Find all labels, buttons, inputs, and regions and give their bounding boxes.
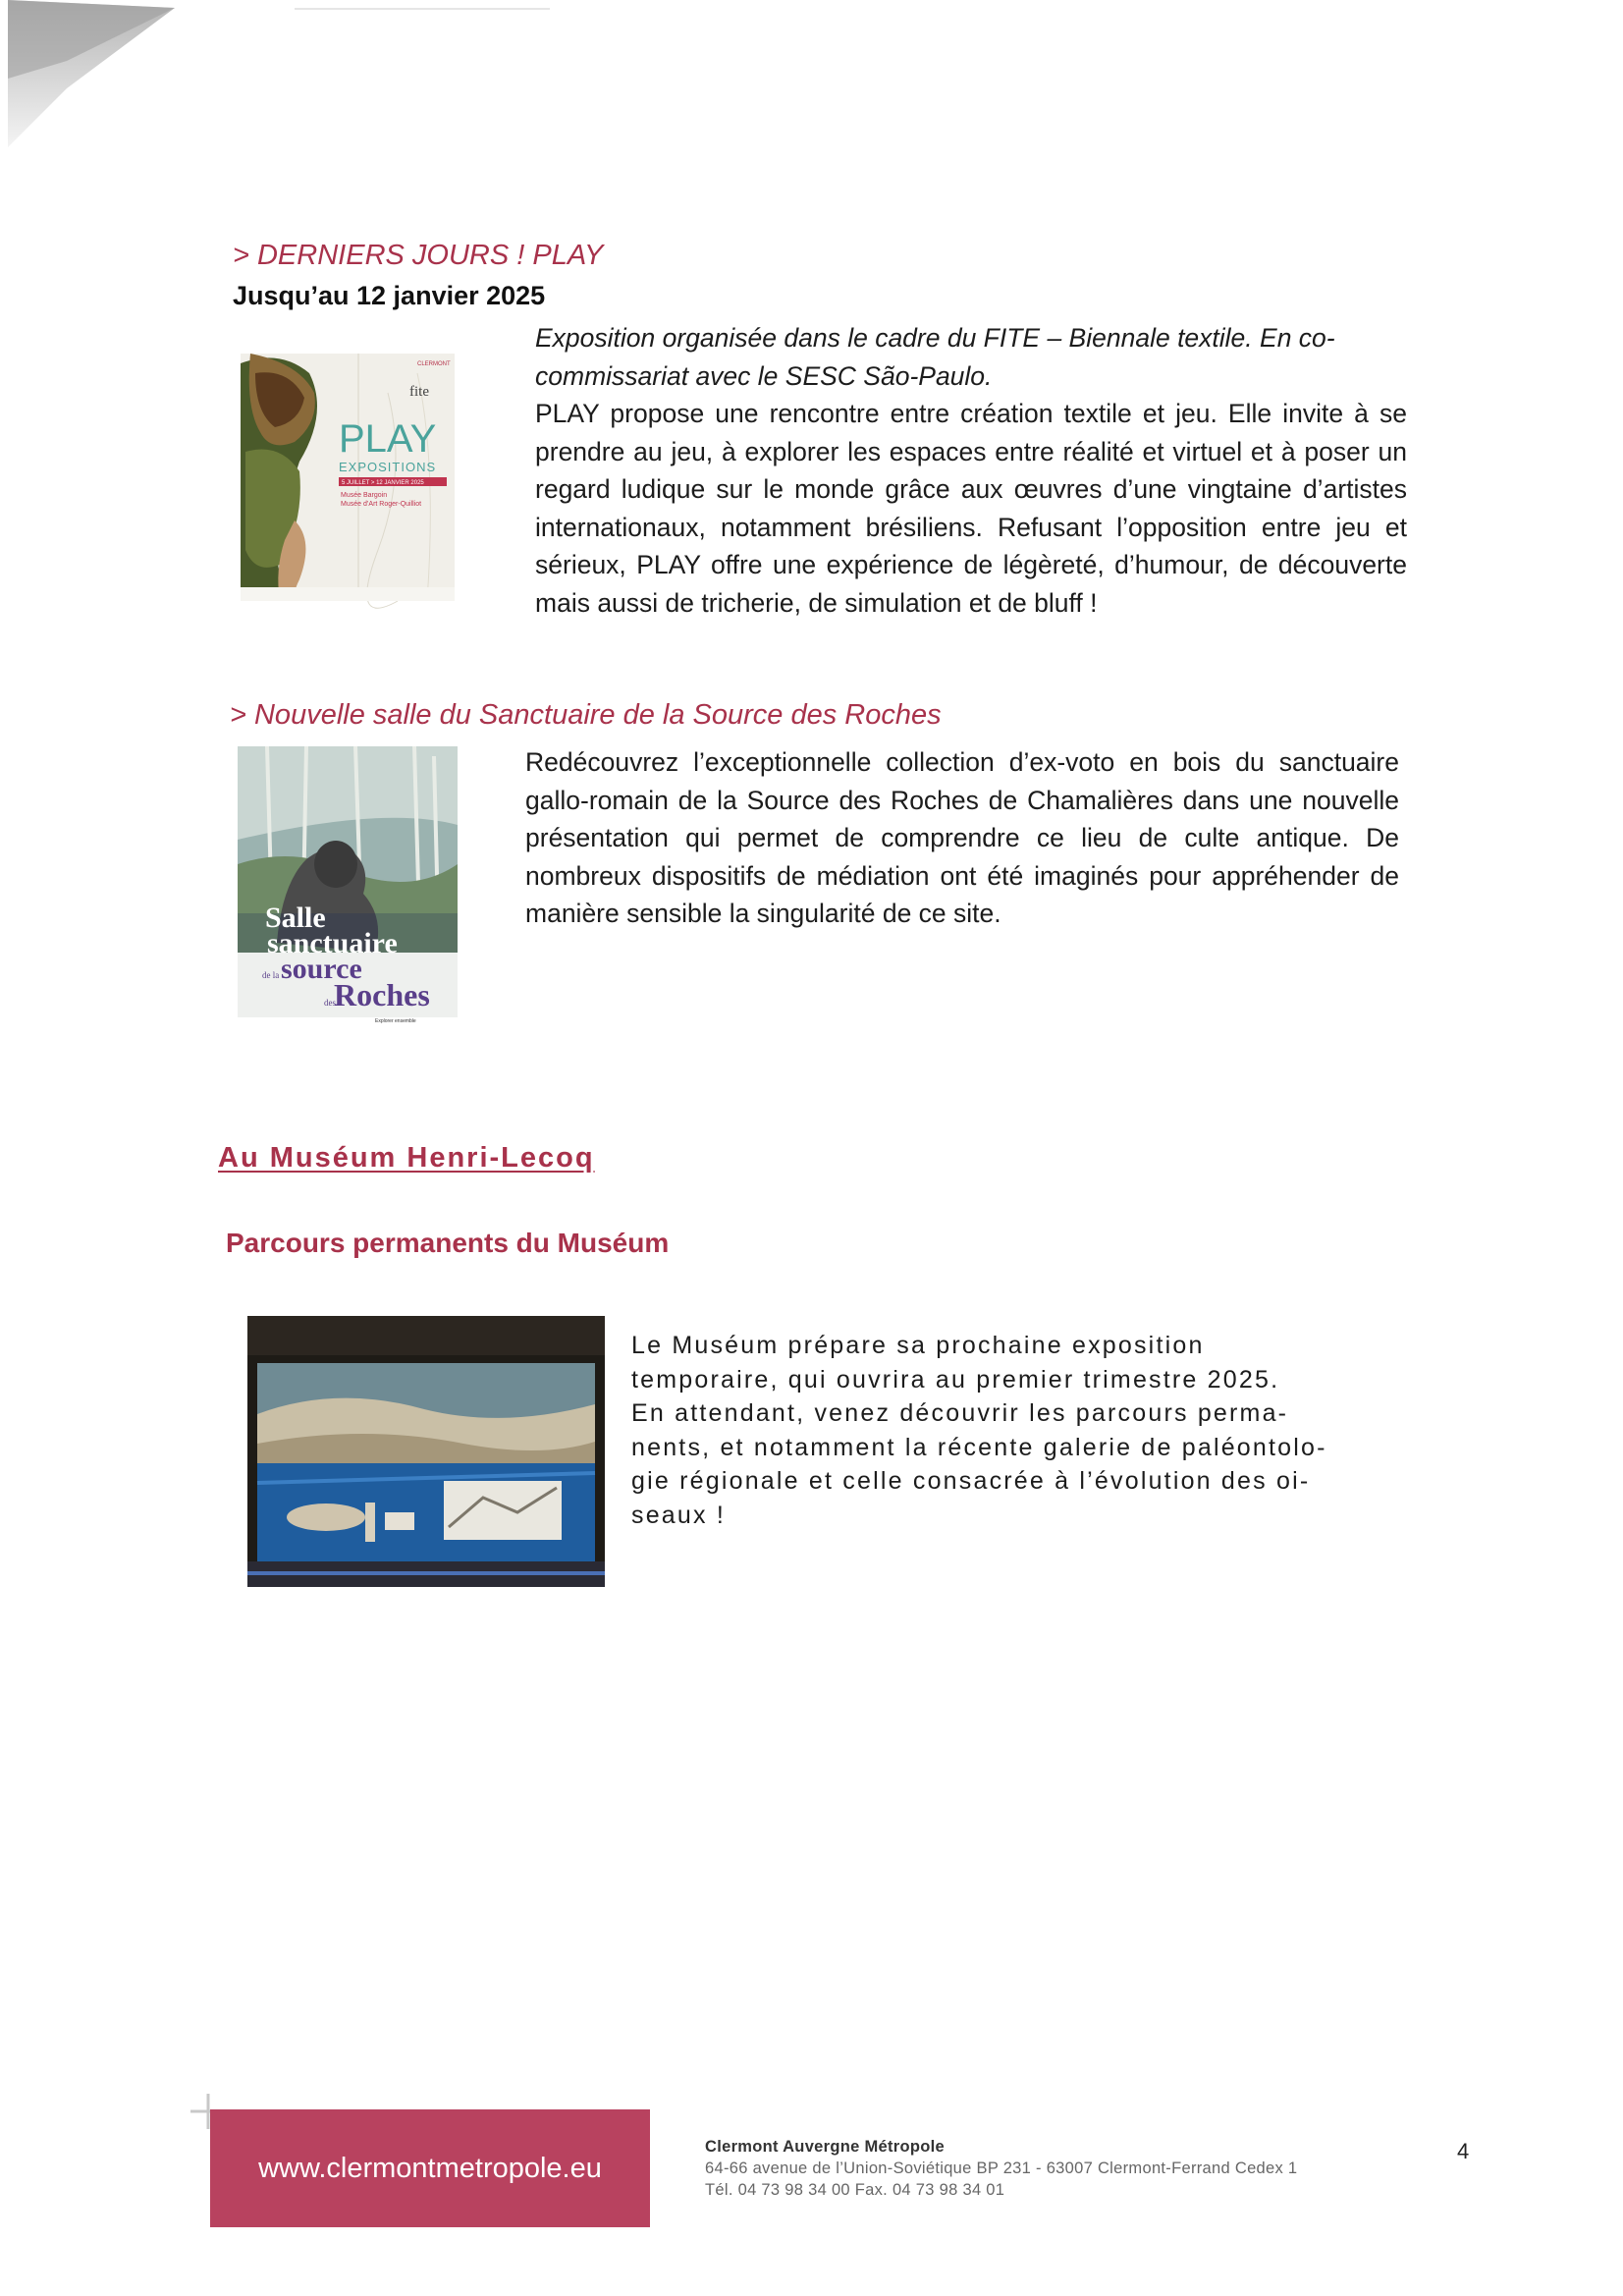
play-body: PLAY propose une rencontre entre création textile et jeu. Elle invite à se prendre au jeu, à explorer les espaces entre réalité et virtuel et à poser un regard ludique sur le monde grâce aux œuvres d’une vingtaine d’artistes internationaux, notamment brésiliens. Refusant l’opposition entre jeu et sérieux, PLAY offre une expérience de légèreté, d’humour, de découverte mais aussi de tricherie, de simulation et de bluff !	[535, 399, 1407, 618]
page-number: 4	[1457, 2139, 1470, 2163]
play-intro	[535, 319, 1409, 395]
play-poster-dates: 5 JUILLET > 12 JANVIER 2025	[342, 480, 424, 486]
museum-line-2: temporaire, qui ouvrira au premier trimestre 2025.	[631, 1365, 1280, 1394]
play-poster-fite: fite	[409, 384, 429, 400]
footer-address-block	[705, 2136, 1297, 2201]
museum-line-1: Le Muséum prépare sa prochaine exposition	[631, 1332, 1205, 1359]
museum-section-title: Au Muséum Henri-Lecoq	[218, 1142, 595, 1174]
sanctuaire-poster-footer: Explorer ensemble	[375, 1018, 416, 1024]
sanctuaire-body: Redécouvrez l’exceptionnelle collection d’ex-voto en bois du sanctuaire gallo-romain de la Source des Roches de Chamalières dans une nouvelle présentation qui permet de comprendre ce lieu de culte antique. De nombreux dispositifs de médiation ont été imaginés pour appréhender de manière sensible la singularité de ce site.	[525, 747, 1399, 928]
sanctuaire-poster-word2: sanctuaire	[267, 927, 398, 959]
sanctuaire-poster-small1: de la	[262, 970, 280, 980]
play-intro-line1: Exposition organisée dans le cadre du FITE – Biennale textile. En co-	[535, 323, 1335, 353]
play-intro-line2: commissariat avec le SESC São-Paulo.	[535, 360, 993, 391]
play-poster-venue1: Musée Bargoin	[341, 492, 388, 499]
sanctuaire-poster-word3: source	[281, 953, 362, 985]
sanctuaire-poster-word4: Roches	[334, 977, 430, 1012]
museum-body	[631, 1329, 1415, 1532]
footer-org: Clermont Auvergne Métropole	[705, 2138, 946, 2156]
footer-website-link[interactable]: www.clermontmetropole.eu	[210, 2109, 650, 2227]
play-poster-title: PLAY	[339, 417, 437, 461]
play-heading: > DERNIERS JOURS ! PLAY	[233, 240, 604, 271]
sanctuaire-poster-word1: Salle	[265, 902, 326, 934]
play-poster-image	[241, 354, 455, 601]
museum-subtitle: Parcours permanents du Muséum	[226, 1228, 670, 1258]
play-poster-venue2: Musée d’Art Roger-Quilliot	[341, 501, 422, 508]
play-poster-brand: CLERMONT	[417, 361, 451, 367]
museum-line-4: nents, et notamment la récente galerie de paléontolo-	[631, 1433, 1327, 1461]
sanctuaire-poster-small2: des	[324, 998, 336, 1008]
museum-line-6: seaux !	[631, 1501, 727, 1529]
scan-line	[295, 8, 550, 10]
scan-corner-shadow	[8, 0, 175, 147]
museum-line-3: En attendant, venez découvrir les parcours perma-	[631, 1399, 1289, 1427]
museum-line-5: gie régionale et celle consacrée à l’évolution des oi-	[631, 1467, 1311, 1495]
sanctuaire-heading: > Nouvelle salle du Sanctuaire de la Source des Roches	[230, 699, 942, 731]
play-date: Jusqu’au 12 janvier 2025	[233, 281, 546, 310]
museum-photo	[247, 1316, 605, 1587]
footer-phone: Tél. 04 73 98 34 00 Fax. 04 73 98 34 01	[705, 2181, 1005, 2199]
sanctuaire-poster-image	[238, 746, 458, 1024]
footer-address: 64-66 avenue de l’Union-Soviétique BP 231 - 63007 Clermont-Ferrand Cedex 1	[705, 2159, 1298, 2177]
play-poster-subtitle: EXPOSITIONS	[339, 460, 437, 474]
